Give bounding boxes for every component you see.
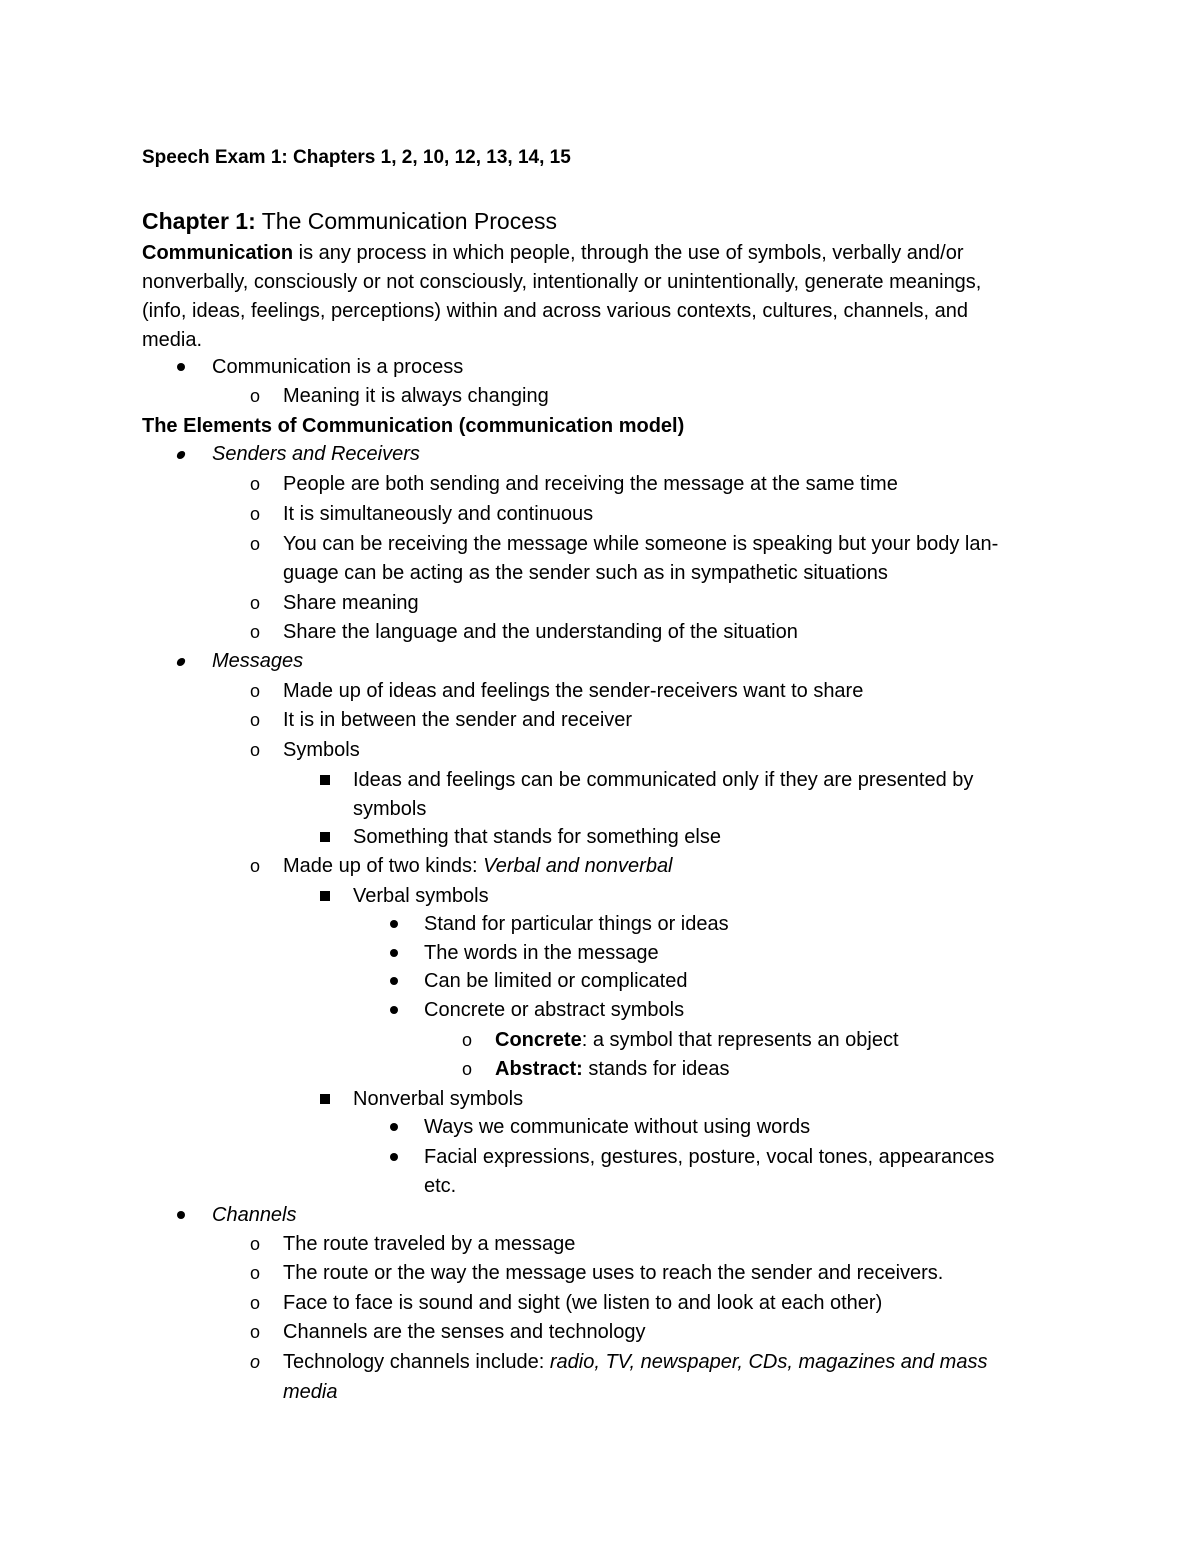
bullet-circle-icon: o — [250, 1352, 261, 1372]
bullet-square-icon — [320, 891, 330, 901]
bullet-disc-icon — [390, 920, 398, 928]
bullet-disc-icon — [176, 451, 186, 459]
list-item: Share the language and the understanding of the situation — [283, 621, 798, 643]
bullet-circle-icon: o — [250, 593, 261, 613]
list-item: Meaning it is always changing — [283, 385, 549, 407]
list-item: You can be receiving the message while someone is speaking but your body lan- — [283, 533, 999, 555]
list-item: Made up of ideas and feelings the sender-receivers want to share — [283, 680, 864, 702]
bullet-circle-icon: o — [250, 740, 261, 760]
list-item-continued: etc. — [424, 1175, 457, 1197]
chapter-label: Chapter 1: — [142, 208, 256, 234]
list-item: Face to face is sound and sight (we listen to and look at each other) — [283, 1292, 883, 1314]
list-item: Abstract: stands for ideas — [495, 1058, 730, 1080]
chapter-heading — [142, 207, 557, 235]
bullet-circle-icon: o — [462, 1030, 473, 1050]
definition-line-3: (info, ideas, feelings, perceptions) within and across various contexts, cultures, channels, and — [142, 300, 968, 322]
bullet-circle-icon: o — [250, 1263, 261, 1283]
bullet-disc-icon — [390, 977, 398, 985]
bullet-disc-icon — [390, 949, 398, 957]
list-item: Verbal symbols — [353, 885, 489, 907]
bullet-circle-icon: o — [250, 386, 261, 406]
list-item-continued: media — [283, 1381, 338, 1403]
definition-line-4: media. — [142, 329, 203, 351]
bullet-square-icon — [320, 775, 330, 785]
element-label-channels: Channels — [212, 1204, 297, 1226]
list-item: Concrete or abstract symbols — [424, 999, 685, 1021]
section-heading: The Elements of Communication (communication model) — [142, 415, 685, 437]
bullet-disc-icon — [176, 658, 186, 666]
bullet-circle-icon: o — [250, 710, 261, 730]
element-label-messages: Messages — [212, 650, 304, 672]
list-item: It is in between the sender and receiver — [283, 709, 633, 731]
bullet-disc-icon — [390, 1123, 398, 1131]
bullet-disc-icon — [177, 1211, 185, 1219]
list-item: The route or the way the message uses to reach the sender and receivers. — [283, 1262, 944, 1284]
list-item: Technology channels include: radio, TV, newspaper, CDs, magazines and mass — [283, 1351, 988, 1373]
bullet-circle-icon: o — [250, 681, 261, 701]
bullet-circle-icon: o — [462, 1059, 473, 1079]
list-item: Symbols — [283, 739, 360, 761]
list-item: People are both sending and receiving the message at the same time — [283, 473, 898, 495]
bullet-disc-icon — [390, 1006, 398, 1014]
definition-term: Communication — [142, 242, 294, 264]
bullet-circle-icon: o — [250, 1293, 261, 1313]
list-item: Ways we communicate without using words — [424, 1116, 811, 1138]
definition-line-2: nonverbally, consciously or not consciously, intentionally or unintentionally, generate meanings, — [142, 271, 982, 293]
bullet-circle-icon: o — [250, 534, 261, 554]
chapter-name: The Communication Process — [261, 208, 558, 234]
list-item: Can be limited or complicated — [424, 970, 688, 992]
list-item: Share meaning — [283, 592, 419, 614]
element-label-senders: Senders and Receivers — [212, 443, 420, 465]
bullet-circle-icon: o — [250, 504, 261, 524]
list-item: Something that stands for something else — [353, 826, 721, 848]
list-item: Stand for particular things or ideas — [424, 913, 729, 935]
bullet-circle-icon: o — [250, 856, 261, 876]
bullet-circle-icon: o — [250, 622, 261, 642]
bullet-square-icon — [320, 1094, 330, 1104]
bullet-square-icon — [320, 832, 330, 842]
list-item-continued: symbols — [353, 798, 427, 820]
list-item: Communication is a process — [212, 356, 464, 378]
list-item: Channels are the senses and technology — [283, 1321, 646, 1343]
bullet-circle-icon: o — [250, 1322, 261, 1342]
list-item: It is simultaneously and continuous — [283, 503, 594, 525]
list-item: Nonverbal symbols — [353, 1088, 524, 1110]
list-item: Ideas and feelings can be communicated only if they are presented by — [353, 769, 974, 791]
bullet-circle-icon: o — [250, 1234, 261, 1254]
bullet-disc-icon — [390, 1153, 398, 1161]
bullet-circle-icon: o — [250, 474, 261, 494]
bullet-disc-icon — [177, 363, 185, 371]
list-item: Facial expressions, gestures, posture, vocal tones, appearances — [424, 1146, 995, 1168]
document-title: Speech Exam 1: Chapters 1, 2, 10, 12, 13, 14, 15 — [142, 147, 571, 168]
definition-line-1: Communication is any process in which people, through the use of symbols, verbally and/or — [142, 242, 964, 264]
list-item: Made up of two kinds: Verbal and nonverbal — [283, 855, 673, 877]
list-item: The words in the message — [424, 942, 659, 964]
list-item: The route traveled by a message — [283, 1233, 576, 1255]
list-item: Concrete: a symbol that represents an object — [495, 1029, 899, 1051]
list-item-continued: guage can be acting as the sender such as in sympathetic situations — [283, 562, 888, 584]
